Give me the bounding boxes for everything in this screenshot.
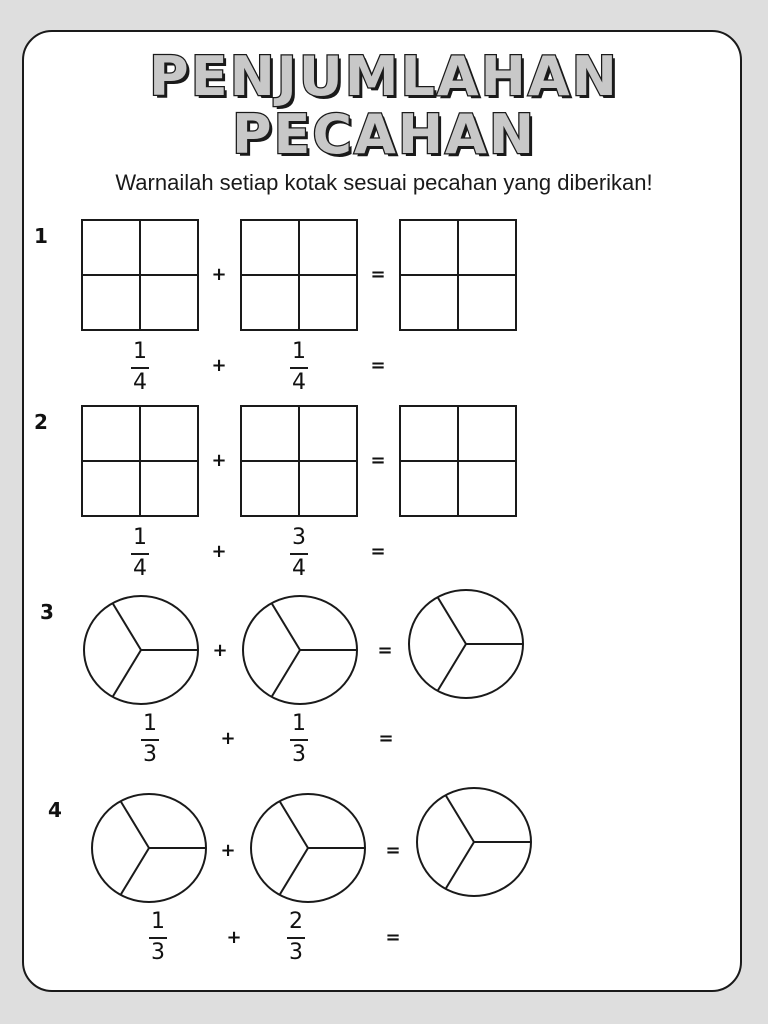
numerator: 1: [133, 339, 147, 364]
problem-4-circle-a[interactable]: [90, 792, 208, 904]
problem-3-equals: =: [377, 640, 393, 661]
denominator: 3: [292, 742, 306, 767]
problem-1-equals: =: [370, 264, 386, 285]
problem-2-box-a[interactable]: [81, 405, 199, 517]
problem-2-equals-lower: =: [370, 541, 386, 562]
problem-2-equals: =: [370, 450, 386, 471]
denominator: 3: [151, 940, 165, 965]
problem-1-box-answer[interactable]: [399, 219, 517, 331]
fraction-bar: [149, 937, 167, 939]
problem-2-plus: +: [211, 450, 227, 471]
numerator: 1: [143, 711, 157, 736]
problem-1-equals-lower: =: [370, 355, 386, 376]
fraction-bar: [287, 937, 305, 939]
fraction-bar: [290, 739, 308, 741]
problem-2-box-answer[interactable]: [399, 405, 517, 517]
problem-4-circle-answer[interactable]: [415, 786, 533, 898]
denominator: 3: [143, 742, 157, 767]
problem-2-fraction-a: [120, 527, 160, 580]
problem-4-number: 4: [48, 798, 62, 822]
problem-4-plus: +: [220, 840, 236, 861]
denominator: 4: [292, 556, 306, 581]
problem-4-plus-lower: +: [226, 927, 242, 948]
denominator: 3: [289, 940, 303, 965]
numerator: 2: [289, 909, 303, 934]
problem-4-equals: =: [385, 840, 401, 861]
problem-4-circle-b[interactable]: [249, 792, 367, 904]
problem-4-equals-lower: =: [385, 927, 401, 948]
problem-3-number: 3: [40, 600, 54, 624]
denominator: 4: [292, 370, 306, 395]
problem-3-plus-lower: +: [220, 728, 236, 749]
problem-2-fraction-b: [279, 527, 319, 580]
problem-4-fraction-a: [138, 911, 178, 964]
fraction-bar: [290, 553, 308, 555]
denominator: 4: [133, 370, 147, 395]
problem-3-circle-b[interactable]: [241, 594, 359, 706]
fraction-bar: [290, 367, 308, 369]
problem-1-box-b[interactable]: [240, 219, 358, 331]
problem-1-plus-lower: +: [211, 355, 227, 376]
problem-2-number: 2: [34, 410, 48, 434]
problem-1-fraction-a: [120, 341, 160, 394]
fraction-bar: [131, 553, 149, 555]
title-line-2: PECAHAN: [231, 103, 537, 166]
title-line-1: PENJUMLAHAN: [149, 45, 619, 108]
instruction-text: Warnailah setiap kotak sesuai pecahan yang diberikan!: [115, 170, 653, 195]
denominator: 4: [133, 556, 147, 581]
problem-4-fraction-b: [276, 911, 316, 964]
numerator: 1: [133, 525, 147, 550]
numerator: 1: [292, 711, 306, 736]
problem-3-equals-lower: =: [378, 728, 394, 749]
problem-1-plus: +: [211, 264, 227, 285]
problem-3-fraction-a: [130, 713, 170, 766]
problem-2-plus-lower: +: [211, 541, 227, 562]
problem-3-plus: +: [212, 640, 228, 661]
problem-3-circle-a[interactable]: [82, 594, 200, 706]
problem-1-box-a[interactable]: [81, 219, 199, 331]
fraction-bar: [141, 739, 159, 741]
numerator: 3: [292, 525, 306, 550]
numerator: 1: [151, 909, 165, 934]
problem-3-fraction-b: [279, 713, 319, 766]
problem-3-circle-answer[interactable]: [407, 588, 525, 700]
numerator: 1: [292, 339, 306, 364]
problem-2-box-b[interactable]: [240, 405, 358, 517]
problem-1-number: 1: [34, 224, 48, 248]
fraction-bar: [131, 367, 149, 369]
problem-1-fraction-b: [279, 341, 319, 394]
